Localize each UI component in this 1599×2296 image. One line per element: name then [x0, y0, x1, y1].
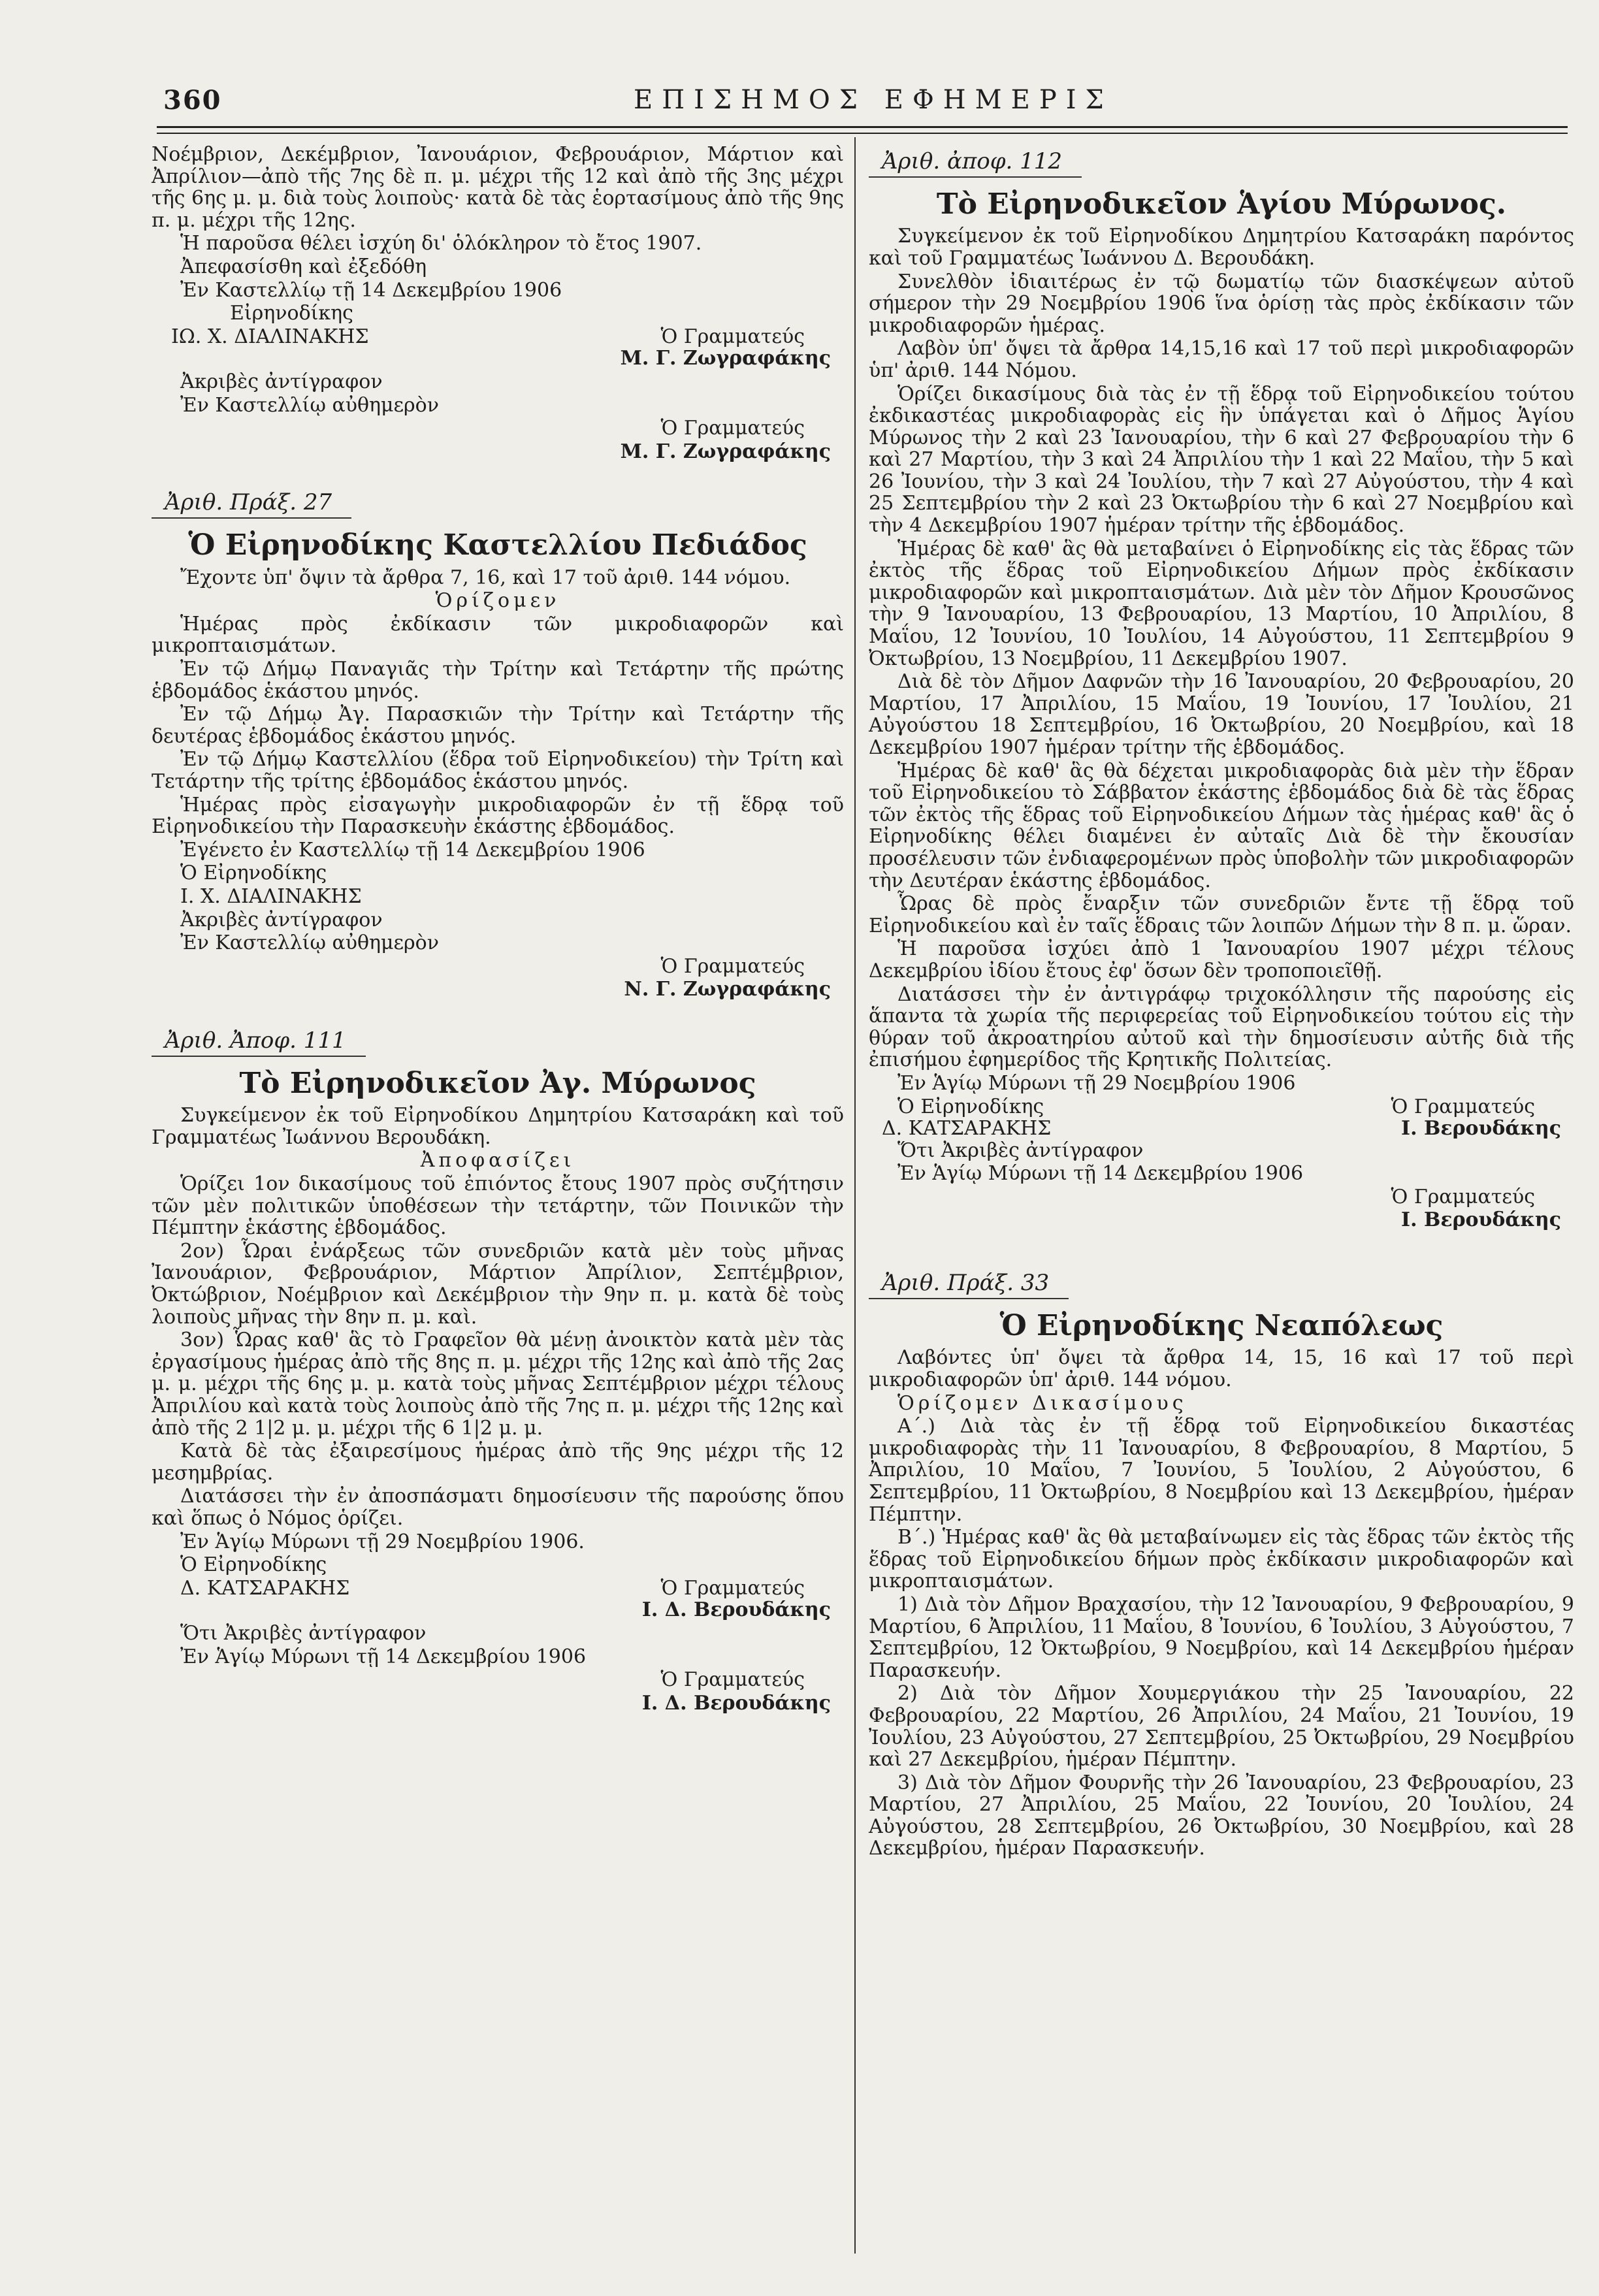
- court-heading: Ὁ Εἰρηνοδίκης Νεαπόλεως: [999, 1309, 1444, 1343]
- paragraph: Διατάσσει τὴν ἐν ἀντιγράφῳ τριχοκόλλησιν τῆς παρούσης εἰς ἅπαντα τὰ χωρία τῆς περιφερείας τοῦ Εἰρηνοδικείου τούτου εἰς τὴν θύραν τοῦ ἀκροατηρίου αὐτοῦ καὶ τὴν δημοσίευσιν αὐτῆς διὰ τῆς ἐπισήμου ἐφημερίδος τῆς Κρητικῆς Πολιτείας.: [869, 982, 1574, 1072]
- gazette-title: ΕΠΙΣΗΜΟΣ ΕΦΗΜΕΡΙΣ: [634, 85, 1113, 115]
- clerk-name: Μ. Γ. Ζωγραφάκης: [620, 440, 831, 463]
- copy-place: Ἐν Ἁγίῳ Μύρωνι τῇ 14 Δεκεμβρίου 1906: [897, 1162, 1304, 1186]
- paragraph: Ἐν τῷ Δήμῳ Παναγιᾶς τὴν Τρίτην καὶ Τετάρτην τῆς πρώτης ἑβδομάδος ἑκάστου μηνός.: [152, 658, 844, 703]
- left-column: [152, 144, 844, 1715]
- paragraph: 3) Διὰ τὸν Δῆμον Φουρνῆς τὴν 26 Ἰανουαρίου, 23 Φεβρουαρίου, 23 Μαρτίου, 27 Ἀπριλίου, 25 Μαΐου, 22 Ἰουνίου, 20 Ἰουλίου, 24 Αὐγούστου, 28 Σεπτεμβρίου, 26 Ὀκτωβρίου, 30 Νοεμβρίου, καὶ 28 Δεκεμβρίου, ἡμέραν Παρασκευήν.: [869, 1771, 1574, 1860]
- clerk-name: Ι. Δ. Βερουδάκης: [641, 1598, 831, 1622]
- operative-verb: Ὁρίζομεν Δικασίμους: [897, 1391, 1187, 1415]
- signature-block: [152, 1577, 844, 1600]
- place-date: Ἐν Ἁγίῳ Μύρωνι τῇ 29 Νοεμβρίου 1906.: [180, 1530, 585, 1553]
- clerk-name: Ι. Δ. Βερουδάκης: [641, 1691, 831, 1715]
- paragraph: Συνελθὸν ἰδιαιτέρως ἐν τῷ δωματίῳ τῶν διασκέψεων αὐτοῦ σήμερον τὴν 29 Νοεμβρίου 1906 ἵνα ὁρίσῃ τὰς πρὸς ἐκδίκασιν τῶν μικροδιαφορῶν ἡμέρας.: [869, 270, 1574, 337]
- paragraph: 3ον) Ὧρας καθ' ἃς τὸ Γραφεῖον θὰ μένῃ ἀνοικτὸν κατὰ μὲν τὰς ἐργασίμους ἡμέρας ἀπὸ τῆς 8ης π. μ. μέχρι τῆς 12ης καὶ ἀπὸ τῆς 2ας μ. μ. μέχρι τῆς 6ης μ. μ. κατὰ τοὺς μῆνας Σεπτέμβριον μέχρι τέλους Ἀπριλίου καὶ κατὰ τοὺς λοιποὺς ἀπὸ τῆς 7ης π. μ. μέχρι τῆς 12ης καὶ ἀπὸ τῆς 2 1|2 μ. μ. μέχρι τῆς 6 1|2 μ. μ.: [152, 1329, 844, 1440]
- judge-name: Ι. Χ. ΔΙΑΛΙΝΑΚΗΣ: [180, 884, 362, 908]
- copy-place: Ἐν Ἁγίῳ Μύρωνι τῇ 14 Δεκεμβρίου 1906: [180, 1645, 587, 1668]
- paragraph: Ἡ παροῦσα ἰσχύει ἀπὸ 1 Ἰανουαρίου 1907 μέχρι τέλους Δεκεμβρίου ἰδίου ἔτους ἐφ' ὅσων δὲν τροποποιεῖθῇ.: [869, 937, 1574, 982]
- paragraph: Ἡμέρας πρὸς εἰσαγωγὴν μικροδιαφορῶν ἐν τῇ ἕδρᾳ τοῦ Εἰρηνοδικείου τὴν Παρασκευὴν ἑκάστης ἑβδομάδος.: [152, 793, 844, 839]
- header-rule-thin: [157, 133, 1568, 134]
- clerk-title: Ὁ Γραμματεύς: [660, 417, 805, 440]
- judge-name: ΙΩ. Χ. ΔΙΑΛΙΝΑΚΗΣ: [171, 325, 369, 348]
- spacer: [869, 1233, 1574, 1259]
- court-heading: Τὸ Εἰρηνοδικεῖον Ἁγίου Μύρωνος.: [936, 187, 1507, 221]
- paragraph: Ἡμέρας δὲ καθ' ἃς θὰ μεταβαίνει ὁ Εἰρηνοδίκης εἰς τὰς ἕδρας τῶν ἐκτὸς τῆς ἕδρας τοῦ Εἰρηνοδικείου Δήμων πρὸς ἐκδίκασιν μικροδιαφορῶν καὶ μικροπταισμάτων. Διὰ μὲν τὸν Δῆμον Κρουσῶνος τὴν 9 Ἰανουαρίου, 13 Φεβρουαρίου, 13 Μαρτίου, 10 Ἀπριλίου, 8 Μαΐου, 12 Ἰουνίου, 10 Ἰουλίου, 14 Αὐγούστου, 11 Σεπτεμβρίου 9 Ὀκτωβρίου, 13 Νοεμβρίου, 11 Δεκεμβρίου 1907.: [869, 537, 1574, 670]
- paragraph: Ἐν τῷ Δήμῳ Καστελλίου (ἕδρα τοῦ Εἰρηνοδικείου) τὴν Τρίτη καὶ Τετάρτην τῆς τρίτης ἑβδομάδος ἑκάστου μηνός.: [152, 748, 844, 793]
- page-number: 360: [163, 85, 222, 116]
- place-date: Ἐν Ἁγίῳ Μύρωνι τῇ 29 Νοεμβρίου 1906: [897, 1071, 1296, 1095]
- copy-note: Ἀκριβὲς ἀντίγραφον: [180, 370, 383, 393]
- operative-verb: Ἀποφασίζει: [420, 1149, 575, 1172]
- copy-note: Ὅτι Ἀκριβὲς ἀντίγραφον: [897, 1139, 1144, 1162]
- judge-title: Εἰρηνοδίκης: [230, 302, 353, 325]
- paragraph: Ὁρίζει δικασίμους διὰ τὰς ἐν τῇ ἕδρᾳ τοῦ Εἰρηνοδικείου τούτου ἐκδικαστέας μικροδιαφορὰς εἰς ἣν ὑπάγεται καὶ ὁ Δῆμος Ἁγίου Μύρωνος τὴν 2 καὶ 23 Ἰανουαρίου, τὴν 6 καὶ 27 Φεβρουαρίου τὴν 6 καὶ 27 Μαρτίου, τὴν 3 καὶ 24 Ἀπριλίου τὴν 1 καὶ 22 Μαΐου, τὴν 5 καὶ 26 Ἰουνίου, τὴν 3 καὶ 24 Ἰουλίου, τὴν 7 καὶ 27 Αὐγούστου, τὴν 4 καὶ 25 Σεπτεμβρίου τὴν 2 καὶ 23 Ὀκτωβρίου τὴν 6 καὶ 27 Νοεμβρίου καὶ τὴν 4 Δεκεμβρίου 1907 ἡμέραν τρίτην τῆς ἑβδομάδος.: [869, 382, 1574, 538]
- copy-note: Ὅτι Ἀκριβὲς ἀντίγραφον: [180, 1621, 427, 1645]
- paragraph: Ὁρίζει 1ον δικασίμους τοῦ ἐπιόντος ἔτους 1907 πρὸς συζήτησιν τῶν μὲν πολιτικῶν ὑποθέσεων τὴν τετάρτην, τῶν Ποινικῶν τὴν Πέμπτην ἑκάστης ἑβδομάδος.: [152, 1172, 844, 1240]
- clerk-name: Ι. Βερουδάκης: [1401, 1208, 1561, 1232]
- judge-title: Ὁ Εἰρηνοδίκης: [897, 1095, 1044, 1118]
- clerk-title: Ὁ Γραμματεύς: [660, 1668, 805, 1692]
- paragraph: 2ον) Ὧραι ἐνάρξεως τῶν συνεδριῶν κατὰ μὲν τοὺς μῆνας Ἰανουάριον, Φεβρουάριον, Μάρτιον Ἀπρίλιον, Σεπτέμβριον, Ὀκτώβριον, Νοέμβριον καὶ Δεκέμβριον τὴν 9ην π. μ. κατὰ δὲ τοὺς λοιποὺς μῆνας τὴν 8ην π. μ. καὶ.: [152, 1239, 844, 1329]
- signature-block: [869, 1096, 1574, 1118]
- clerk-title: Ὁ Γραμματεύς: [660, 1576, 805, 1600]
- signature-block: [869, 1118, 1574, 1140]
- paragraph: Συγκείμενον ἐκ τοῦ Εἰρηνοδίκου Δημητρίου Κατσαράκη παρόντος καὶ τοῦ Γραμματέως Ἰωάννου Δ. Βερουδάκη.: [869, 225, 1574, 270]
- right-column: [869, 144, 1574, 1861]
- judge-name: Δ. ΚΑΤΣΑΡΑΚΗΣ: [882, 1117, 1052, 1140]
- copy-place: Ἐν Καστελλίῳ αὐθημερὸν: [180, 931, 439, 955]
- decision-number: Ἀριθ. ἀποφ. 112: [869, 149, 1082, 178]
- paragraph: Διατάσσει τὴν ἐν ἀποσπάσματι δημοσίευσιν τῆς παρούσης ὅπου καὶ ὅπως ὁ Νόμος ὁρίζει.: [152, 1485, 844, 1530]
- judge-title: Ὁ Εἰρηνοδίκης: [180, 862, 327, 885]
- copy-place: Ἐν Καστελλίῳ αὐθημερὸν: [180, 393, 439, 417]
- clerk-title: Ὁ Γραμματεύς: [660, 954, 805, 978]
- intro-paragraph: Νοέμβριον, Δεκέμβριον, Ἰανουάριον, Φεβρουάριον, Μάρτιον καὶ Ἀπρίλιον—ἀπὸ τῆς 7ης δὲ π. μ. μέχρι τῆς 12 καὶ ἀπὸ τῆς 3ης μέχρι τῆς 6ης μ. μ. διὰ τοὺς λοιποὺς· κατὰ δὲ τὰς ἑορτασίμους ἀπὸ τῆς 9ης π. μ. μέχρι τῆς 12ης.: [152, 143, 844, 232]
- paragraph: Β΄.) Ἡμέρας καθ' ἃς θὰ μεταβαίνωμεν εἰς τὰς ἕδρας τῶν ἐκτὸς τῆς ἕδρας τοῦ Εἰρηνοδικείου δήμων πρὸς ἐκδίκασιν μικροδιαφορῶν καὶ μικροπταισμάτων.: [869, 1526, 1574, 1593]
- copy-note: Ἀκριβὲς ἀντίγραφον: [180, 908, 383, 931]
- clerk-name: Μ. Γ. Ζωγραφάκης: [620, 347, 831, 370]
- act-number: Ἀριθ. Πράξ. 33: [869, 1270, 1069, 1299]
- running-header: [163, 77, 1574, 129]
- clerk-name: Ι. Βερουδάκης: [1401, 1117, 1561, 1140]
- clerk-name: Ν. Γ. Ζωγραφάκης: [624, 978, 831, 1001]
- judge-title: Ὁ Εἰρηνοδίκης: [180, 1553, 327, 1577]
- paragraph: Ὧρας δὲ πρὸς ἔναρξιν τῶν συνεδριῶν ἔντε τῇ ἕδρᾳ τοῦ Εἰρηνοδικείου καὶ ἐν ταῖς ἕδραις τῶν λοιπῶν Δήμων τὴν 8 π. μ. ὥραν.: [869, 892, 1574, 937]
- clerk-title: Ὁ Γραμματεύς: [1391, 1185, 1535, 1208]
- paragraph: Κατὰ δὲ τὰς ἐξαιρεσίμους ἡμέρας ἀπὸ τῆς 9ης μέχρι τῆς 12 μεσημβρίας.: [152, 1440, 844, 1485]
- court-heading: Τὸ Εἰρηνοδικεῖον Ἀγ. Μύρωνος: [239, 1067, 756, 1101]
- intro-paragraph: Ἡ παροῦσα θέλει ἰσχύη δι' ὁλόκληρον τὸ ἔτος 1907.: [180, 232, 702, 255]
- spacer: [152, 464, 844, 478]
- legal-basis: Ἔχοντε ὑπ' ὄψιν τὰ ἄρθρα 7, 16, καὶ 17 τοῦ ἀριθ. 144 νόμου.: [180, 566, 791, 589]
- spacer: [152, 1002, 844, 1016]
- clerk-title: Ὁ Γραμματεύς: [660, 325, 805, 348]
- signature-block: [152, 326, 844, 348]
- legal-basis: Λαβόντες ὑπ' ὄψει τὰ ἄρθρα 14, 15, 16 καὶ 17 τοῦ περὶ μικροδιαφορῶν ὑπ' ἀριθ. 144 νόμου.: [869, 1346, 1574, 1391]
- paragraph: Διὰ δὲ τὸν Δῆμον Δαφνῶν τὴν 16 Ἰανουαρίου, 20 Φεβρουαρίου, 20 Μαρτίου, 17 Ἀπριλίου, 15 Μαΐου, 19 Ἰουνίου, 17 Ἰουλίου, 21 Αὐγούστου 18 Σεπτεμβρίου, 16 Ὀκτωβρίου, 20 Νοεμβρίου, καὶ 18 Δεκεμβρίου 1907 ἡμέραν τρίτην τῆς ἑβδομάδος.: [869, 670, 1574, 759]
- clerk-title: Ὁ Γραμματεύς: [1391, 1095, 1535, 1118]
- judge-name: Δ. ΚΑΤΣΑΡΑΚΗΣ: [180, 1576, 350, 1600]
- operative-verb: Ὁρίζομεν: [435, 589, 560, 613]
- paragraph: Α΄.) Διὰ τὰς ἐν τῇ ἕδρᾳ τοῦ Εἰρηνοδικείου δικαστέας μικροδιαφορὰς τὴν 11 Ἰανουαρίου, 8 Φεβρουαρίου, 8 Μαρτίου, 5 Ἀπριλίου, 10 Μαΐου, 7 Ἰουνίου, 5 Ἰουλίου, 2 Αὐγούστου, 6 Σεπτεμβρίου, 11 Ὀκτωβρίου, 8 Νοεμβρίου καὶ 13 Δεκεμβρίου, ἡμέραν Πέμπτην.: [869, 1415, 1574, 1526]
- act-number: Ἀριθ. Πράξ. 27: [152, 490, 351, 519]
- paragraph: Ἡμέρας πρὸς ἐκδίκασιν τῶν μικροδιαφορῶν καὶ μικροπταισμάτων.: [152, 612, 844, 658]
- decision-number: Ἀριθ. Ἀποφ. 111: [152, 1028, 366, 1057]
- paragraph: 1) Διὰ τὸν Δῆμον Βραχασίου, τὴν 12 Ἰανουαρίου, 9 Φεβρουαρίου, 9 Μαρτίου, 6 Ἀπριλίου, 11 Μαΐου, 8 Ἰουνίου, 6 Ἰουλίου, 3 Αὐγούστου, 7 Σεπτεμβρίου, 12 Ὀκτωβρίου, 9 Νοεμβρίου, καὶ 14 Δεκεμβρίου ἡμέραν Παρασκευήν.: [869, 1593, 1574, 1682]
- paragraph: Ἐν τῷ Δήμῳ Ἀγ. Παρασκιῶν τὴν Τρίτην καὶ Τετάρτην τῆς δευτέρας ἑβδομάδος ἑκάστου μηνός.: [152, 703, 844, 748]
- place-date: Ἐν Καστελλίῳ τῇ 14 Δεκεμβρίου 1906: [180, 278, 562, 302]
- court-heading: Ὁ Εἰρηνοδίκης Καστελλίου Πεδιάδος: [188, 528, 807, 562]
- paragraph: Συγκείμενον ἐκ τοῦ Εἰρηνοδίκου Δημητρίου Κατσαράκη καὶ τοῦ Γραμματέως Ἰωάννου Βερουδάκη.: [152, 1104, 844, 1149]
- place-date: Ἐγένετο ἐν Καστελλίῳ τῇ 14 Δεκεμβρίου 1906: [180, 838, 645, 862]
- header-rule: [157, 126, 1568, 128]
- column-separator: [854, 137, 856, 2254]
- paragraph: Λαβὸν ὑπ' ὄψει τὰ ἄρθρα 14,15,16 καὶ 17 τοῦ περὶ μικροδιαφορῶν ὑπ' ἀριθ. 144 Νόμου.: [869, 337, 1574, 382]
- paragraph: Ἡμέρας δὲ καθ' ἃς θὰ δέχεται μικροδιαφορὰς διὰ μὲν τὴν ἕδραν τοῦ Εἰρηνοδικείου τὸ Σάββατον ἑκάστης ἑβδομάδος διὰ δὲ τὰς ἕδρας τῶν ἐκτὸς τῆς ἕδρας τοῦ Εἰρηνοδικείου Δήμων τὰς ἡμέρας καθ' ἃς ὁ Εἰρηνοδίκης θέλει διαμένει ἐν αὐταῖς Διὰ δὲ τὴν ἔκουσίαν προσέλευσιν τῶν ἐνδιαφερομένων πρὸς ὑποβολὴν τῶν μικροδιαφορῶν τὴν Δευτέραν ἑκάστης ἑβδομάδος.: [869, 759, 1574, 892]
- paragraph: 2) Διὰ τὸν Δῆμον Χουμεργιάκου τὴν 25 Ἰανουαρίου, 22 Φεβρουαρίου, 22 Μαρτίου, 26 Ἀπριλίου, 24 Μαΐου, 21 Ἰουνίου, 19 Ἰουλίου, 23 Αὐγούστου, 27 Σεπτεμβρίου, 25 Ὀκτωβρίου, 29 Νοεμβρίου καὶ 27 Δεκεμβρίου, ἡμέραν Πέμπτην.: [869, 1682, 1574, 1771]
- intro-paragraph: Ἀπεφασίσθη καὶ ἐξεδόθη: [180, 255, 427, 278]
